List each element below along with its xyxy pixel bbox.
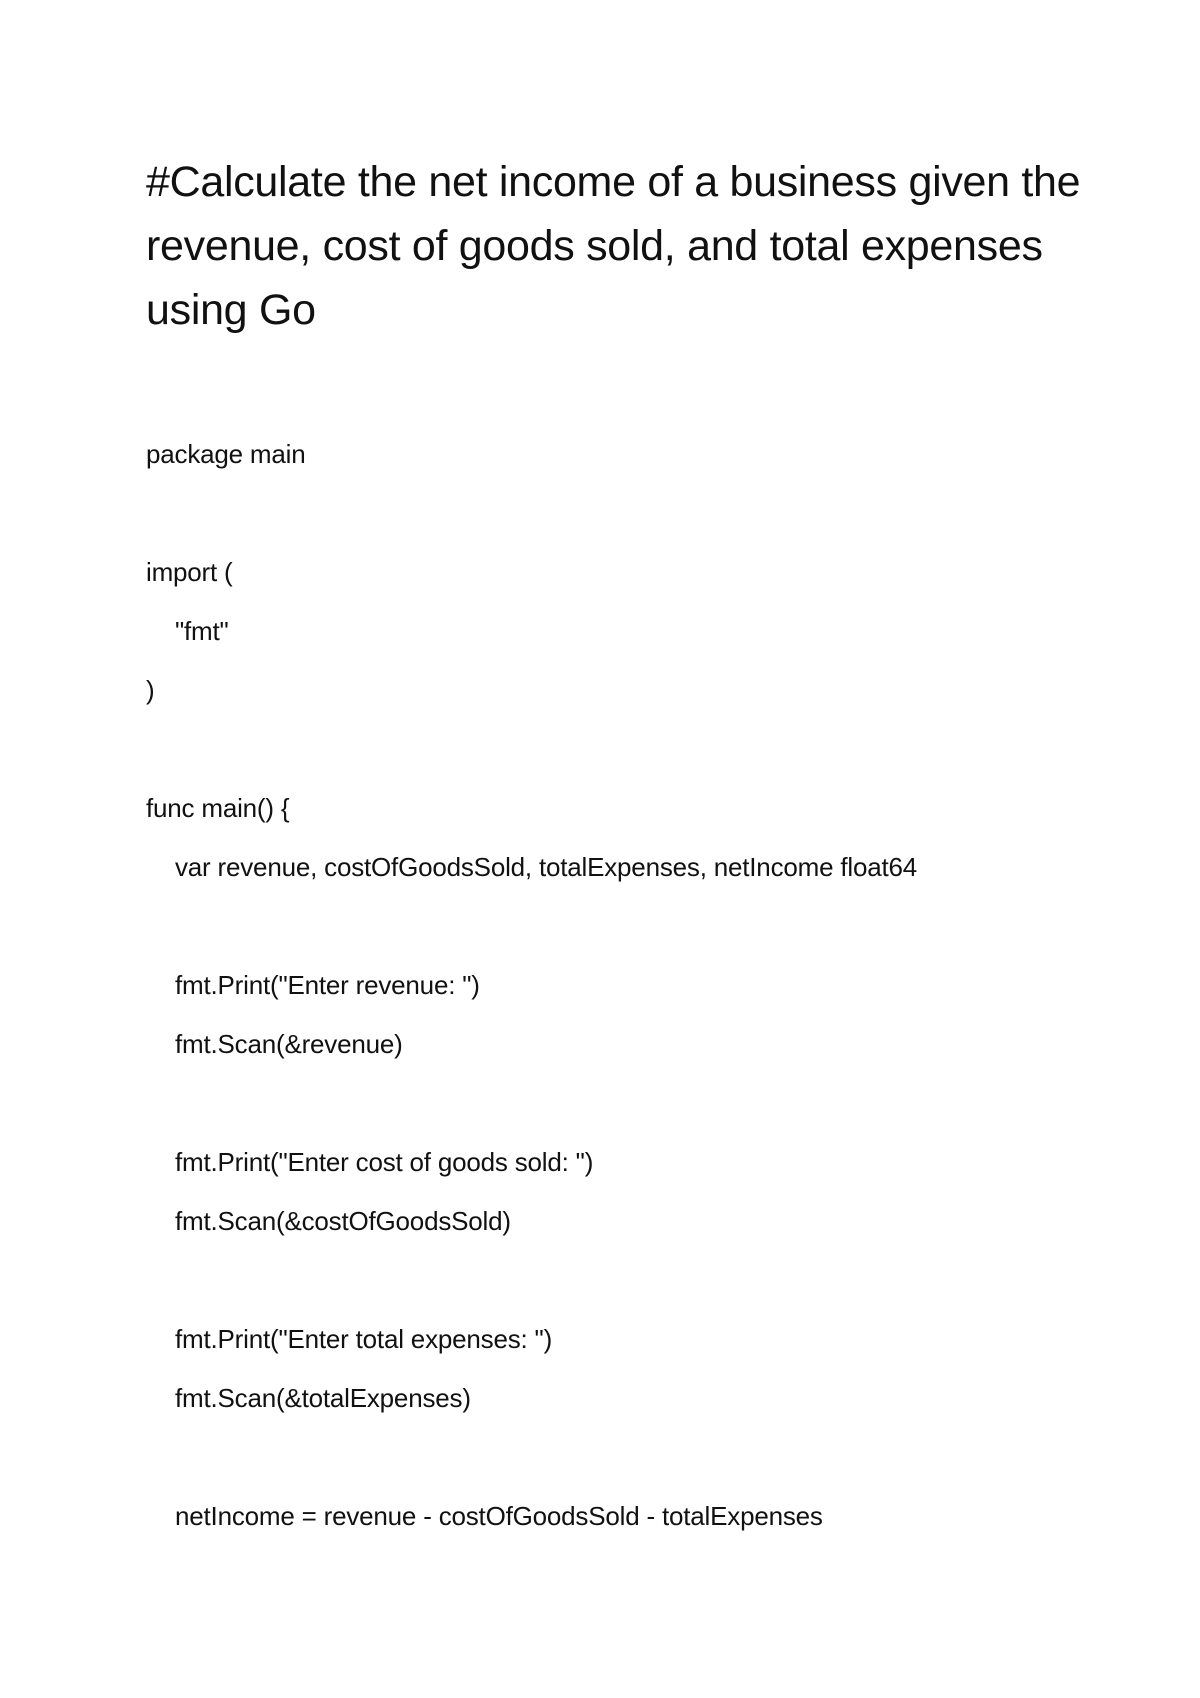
- code-line-func-open: func main() {: [146, 793, 290, 823]
- code-line-print-revenue: fmt.Print("Enter revenue: "): [175, 970, 480, 1000]
- code-line-print-cogs: fmt.Print("Enter cost of goods sold: "): [175, 1147, 594, 1177]
- code-line-scan-revenue: fmt.Scan(&revenue): [175, 1029, 403, 1059]
- code-line-scan-cogs: fmt.Scan(&costOfGoodsSold): [175, 1206, 511, 1236]
- code-line-scan-expenses: fmt.Scan(&totalExpenses): [175, 1383, 471, 1413]
- code-line-import-fmt: "fmt": [175, 616, 229, 646]
- code-line-package: package main: [146, 439, 306, 469]
- code-line-net-income: netIncome = revenue - costOfGoodsSold - totalExpenses: [175, 1501, 823, 1531]
- code-line-import-close: ): [146, 675, 155, 705]
- code-line-import-open: import (: [146, 557, 233, 587]
- code-line-print-expenses: fmt.Print("Enter total expenses: "): [175, 1324, 553, 1354]
- code-line-var-decl: var revenue, costOfGoodsSold, totalExpenses, netIncome float64: [175, 852, 918, 882]
- document-heading: #Calculate the net income of a business given the revenue, cost of goods sold, and total expenses using Go: [146, 158, 1081, 334]
